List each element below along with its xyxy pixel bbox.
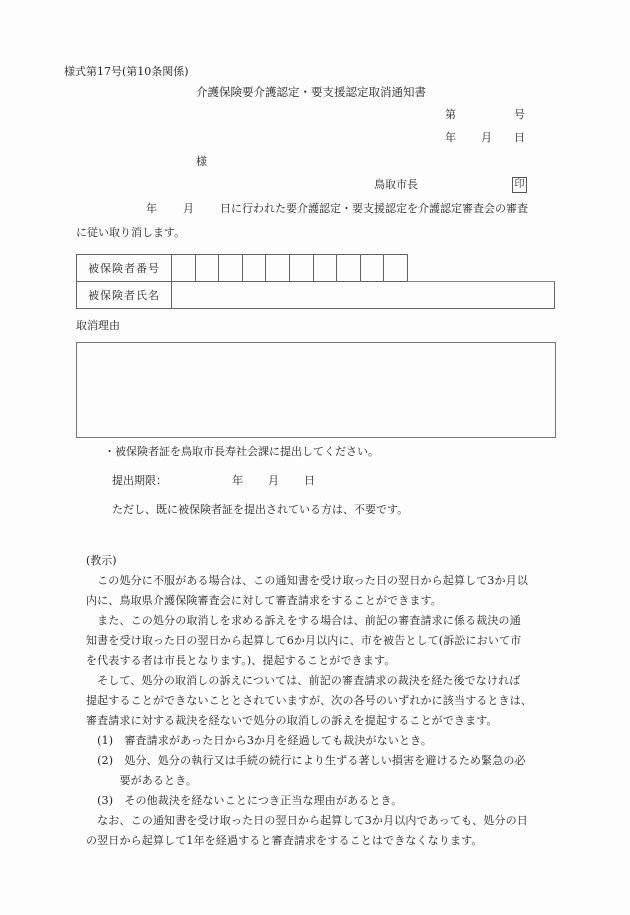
insured-name-label: 被保険者氏名 xyxy=(77,282,172,309)
instruction-line: 審査請求に対する裁決を経ないで処分の取消しの訴えを提起することができます。 xyxy=(86,714,498,727)
cancel-reason-label: 取消理由 xyxy=(76,319,120,332)
issue-date-year: 年 xyxy=(445,131,456,144)
instruction-line: そして、処分の取消しの訴えについては、前記の審査請求の裁決を経た後でなければ xyxy=(86,674,521,687)
deadline-year: 年 xyxy=(232,474,243,487)
insured-number-digit[interactable] xyxy=(360,255,384,282)
submit-card-notice: ・被保険者証を鳥取市長寿社会課に提出してください。 xyxy=(104,445,379,458)
instruction-line: 内に、鳥取県介護保険審査会に対して審査請求をすることができます。 xyxy=(86,594,442,607)
insured-number-digit[interactable] xyxy=(337,255,361,282)
instruction-line: また、この処分の取消しを求める訴えをする場合は、前記の審査請求に係る裁決の通 xyxy=(86,614,521,627)
insured-number-digit[interactable] xyxy=(172,255,196,282)
insured-number-row xyxy=(77,255,555,282)
insured-info-table xyxy=(76,254,555,309)
insured-number-digit[interactable] xyxy=(195,255,219,282)
addressee-suffix: 様 xyxy=(196,155,207,168)
instruction-item-2-cont: 要があるとき。 xyxy=(86,774,198,787)
instruction-line: なお、この通知書を受け取った日の翌日から起算して3か月以内であっても、処分の日 xyxy=(86,814,528,827)
instruction-item-2: (2) 処分、処分の執行又は手続の続行により生ずる著しい損害を避けるため緊急の必 xyxy=(86,754,526,767)
cancel-reason-field[interactable] xyxy=(76,342,556,438)
instruction-line: の翌日から起算して1年を経過すると審査請求をすることはできなくなります。 xyxy=(86,834,483,847)
notice-number-prefix: 第 xyxy=(445,108,456,121)
issue-date-month: 月 xyxy=(481,131,492,144)
insured-number-digit[interactable] xyxy=(219,255,243,282)
body-year: 年 xyxy=(146,202,157,215)
insured-name-row xyxy=(77,282,555,309)
insured-number-digit[interactable] xyxy=(289,255,313,282)
insured-number-digit[interactable] xyxy=(266,255,290,282)
issue-date-day: 日 xyxy=(514,131,525,144)
notice-number-suffix: 号 xyxy=(514,108,525,121)
instruction-line: を代表する者は市長となります。)、提起することができます。 xyxy=(86,654,396,667)
issuer-name: 鳥取市長 xyxy=(374,178,418,191)
document-title: 介護保険要介護認定・要支援認定取消通知書 xyxy=(196,85,426,99)
deadline-label: 提出期限： xyxy=(112,474,167,487)
form-number: 様式第17号(第10条関係) xyxy=(64,65,189,78)
insured-number-label: 被保険者番号 xyxy=(77,255,172,282)
instruction-line: 知書を受け取った日の翌日から起算して6か月以内に、市を被告として(訴訟において市 xyxy=(86,634,522,647)
insured-number-digit[interactable] xyxy=(242,255,266,282)
body-month: 月 xyxy=(183,202,194,215)
seal-stamp: 印 xyxy=(512,177,527,193)
insured-name-field[interactable] xyxy=(172,282,555,309)
instruction-item-1: (1) 審査請求があった日から3か月を経過しても裁決がないとき。 xyxy=(86,734,432,747)
instruction-item-3: (3) その他裁決を経ないことにつき正当な理由があるとき。 xyxy=(86,794,403,807)
table-spacer xyxy=(407,255,555,282)
instruction-line: この処分に不服がある場合は、この通知書を受け取った日の翌日から起算して3か月以 xyxy=(86,574,528,587)
deadline-day: 日 xyxy=(304,474,315,487)
deadline-month: 月 xyxy=(268,474,279,487)
body-text-line1: 日に行われた要介護認定・要支援認定を介護認定審査会の審査 xyxy=(220,202,528,215)
instruction-heading: (教示) xyxy=(86,554,117,567)
insured-number-digit[interactable] xyxy=(313,255,337,282)
already-submitted-note: ただし、既に被保険者証を提出されている方は、不要です。 xyxy=(112,503,409,516)
instruction-line: 提起することができないこととされていますが、次の各号のいずれかに該当するときは、 xyxy=(86,694,532,707)
body-text-line2: に従い取り消します。 xyxy=(76,226,186,239)
insured-number-digit[interactable] xyxy=(384,255,408,282)
